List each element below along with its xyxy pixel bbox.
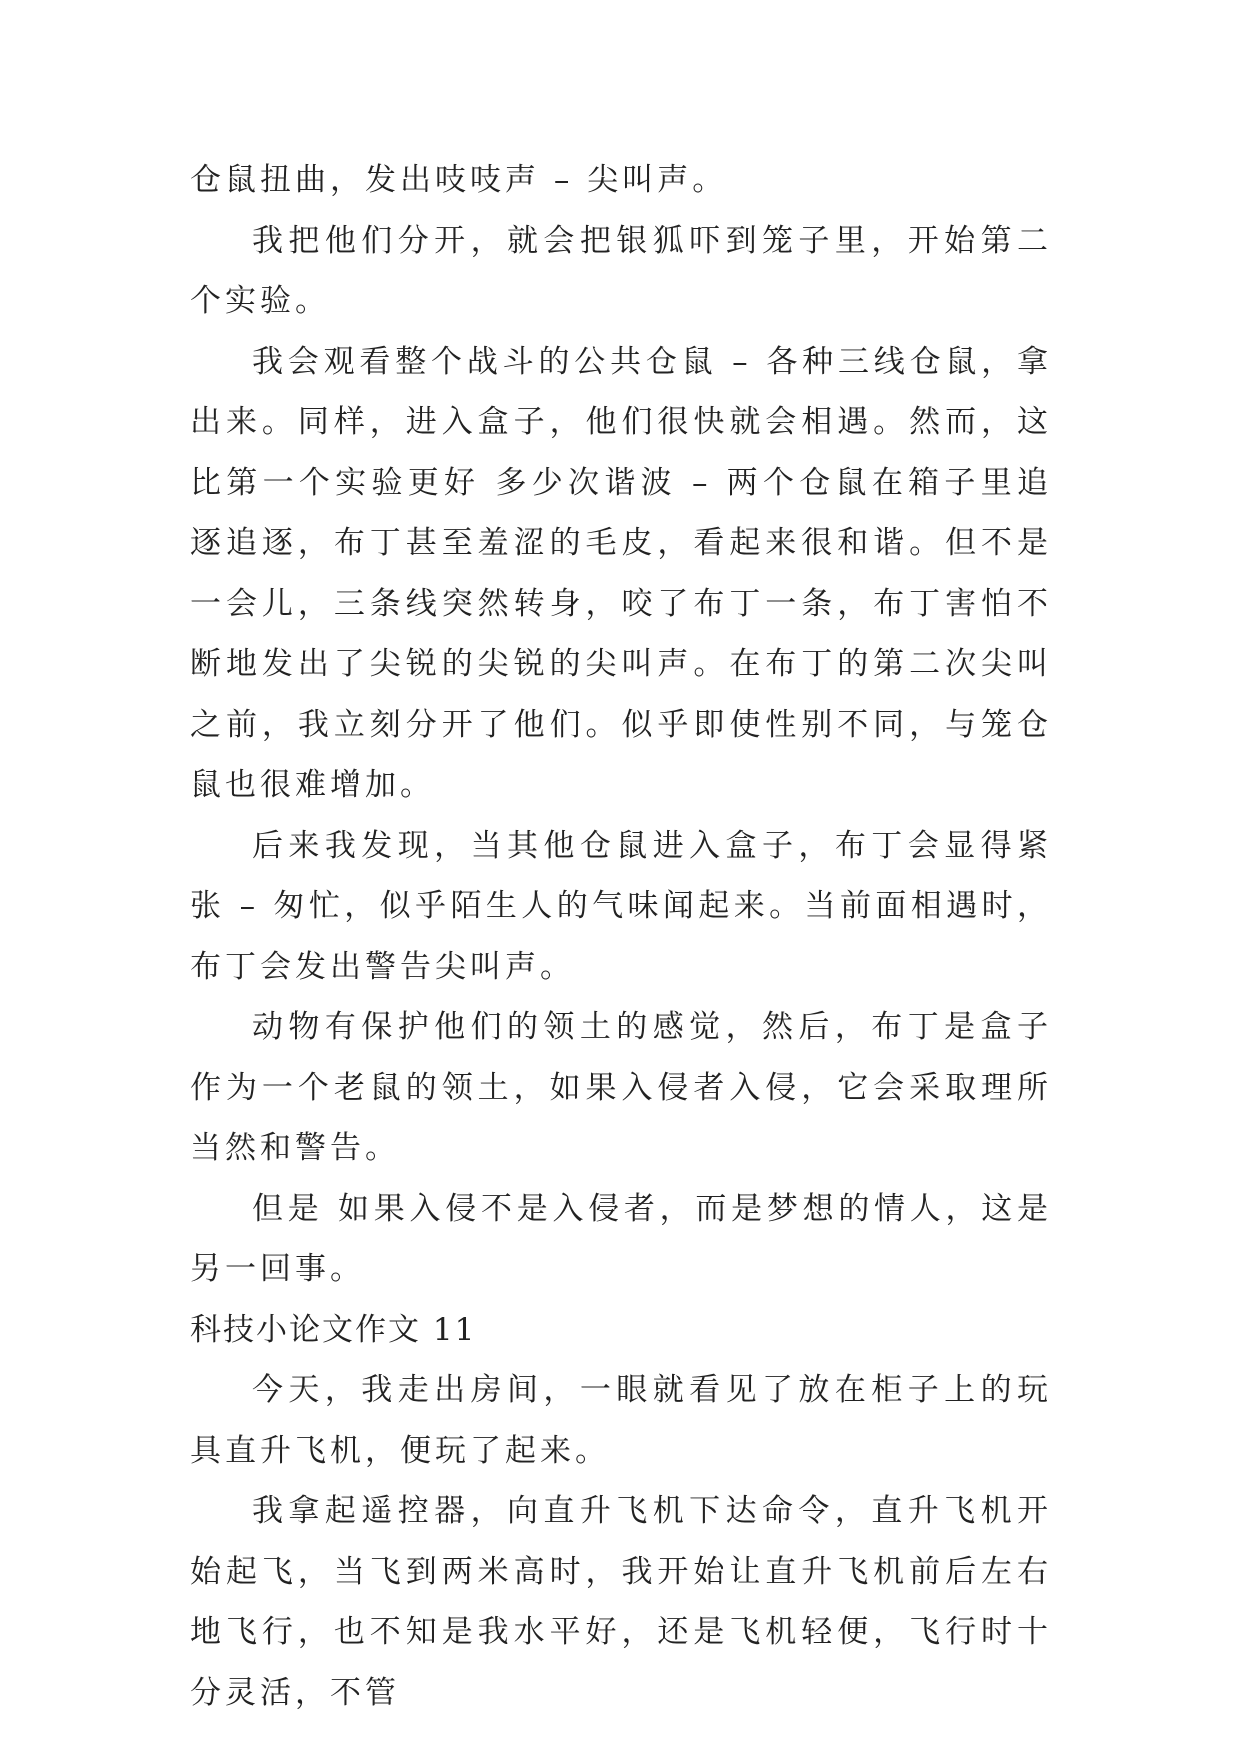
paragraph: 动物有保护他们的领土的感觉，然后，布丁是盒子作为一个老鼠的领土，如果入侵者入侵，它会采取理所当然和警告。 — [190, 1009, 1052, 1166]
paragraph: 我拿起遥控器，向直升飞机下达命令，直升飞机开始起飞，当飞到两米高时，我开始让直升飞机前后左右地飞行，也不知是我水平好，还是飞机轻便，飞行时十分灵活，不管 — [190, 1493, 1052, 1711]
document-page — [190, 150, 1052, 1723]
paragraph: 仓鼠扭曲，发出吱吱声 – 尖叫声。 — [190, 162, 728, 198]
paragraph: 但是 如果入侵不是入侵者，而是梦想的情人，这是另一回事。 — [190, 1190, 1052, 1287]
paragraph: 后来我发现，当其他仓鼠进入盒子，布丁会显得紧张 – 匆忙，似乎陌生人的气味闻起来。当前面相遇时，布丁会发出警告尖叫声。 — [190, 827, 1052, 985]
section-heading: 科技小论文作文 11 — [190, 1311, 477, 1348]
paragraph: 我把他们分开，就会把银狐吓到笼子里，开始第二个实验。 — [190, 222, 1052, 319]
paragraph: 今天，我走出房间，一眼就看见了放在柜子上的玩具直升飞机，便玩了起来。 — [190, 1372, 1052, 1469]
paragraph: 我会观看整个战斗的公共仓鼠 – 各种三线仓鼠，拿出来。同样，进入盒子，他们很快就会相遇。然而，这比第一个实验更好 多少次谐波 – 两个仓鼠在箱子里追逐追逐，布丁甚至羞涩的毛皮，看起来很和谐。但不是一会儿，三条线突然转身，咬了布丁一条，布丁害怕不断地发出了尖锐的尖锐的尖叫声。在布丁的第二次尖叫之前，我立刻分开了他们。似乎即使性别不同，与笼仓鼠也很难增加。 — [190, 343, 1052, 803]
